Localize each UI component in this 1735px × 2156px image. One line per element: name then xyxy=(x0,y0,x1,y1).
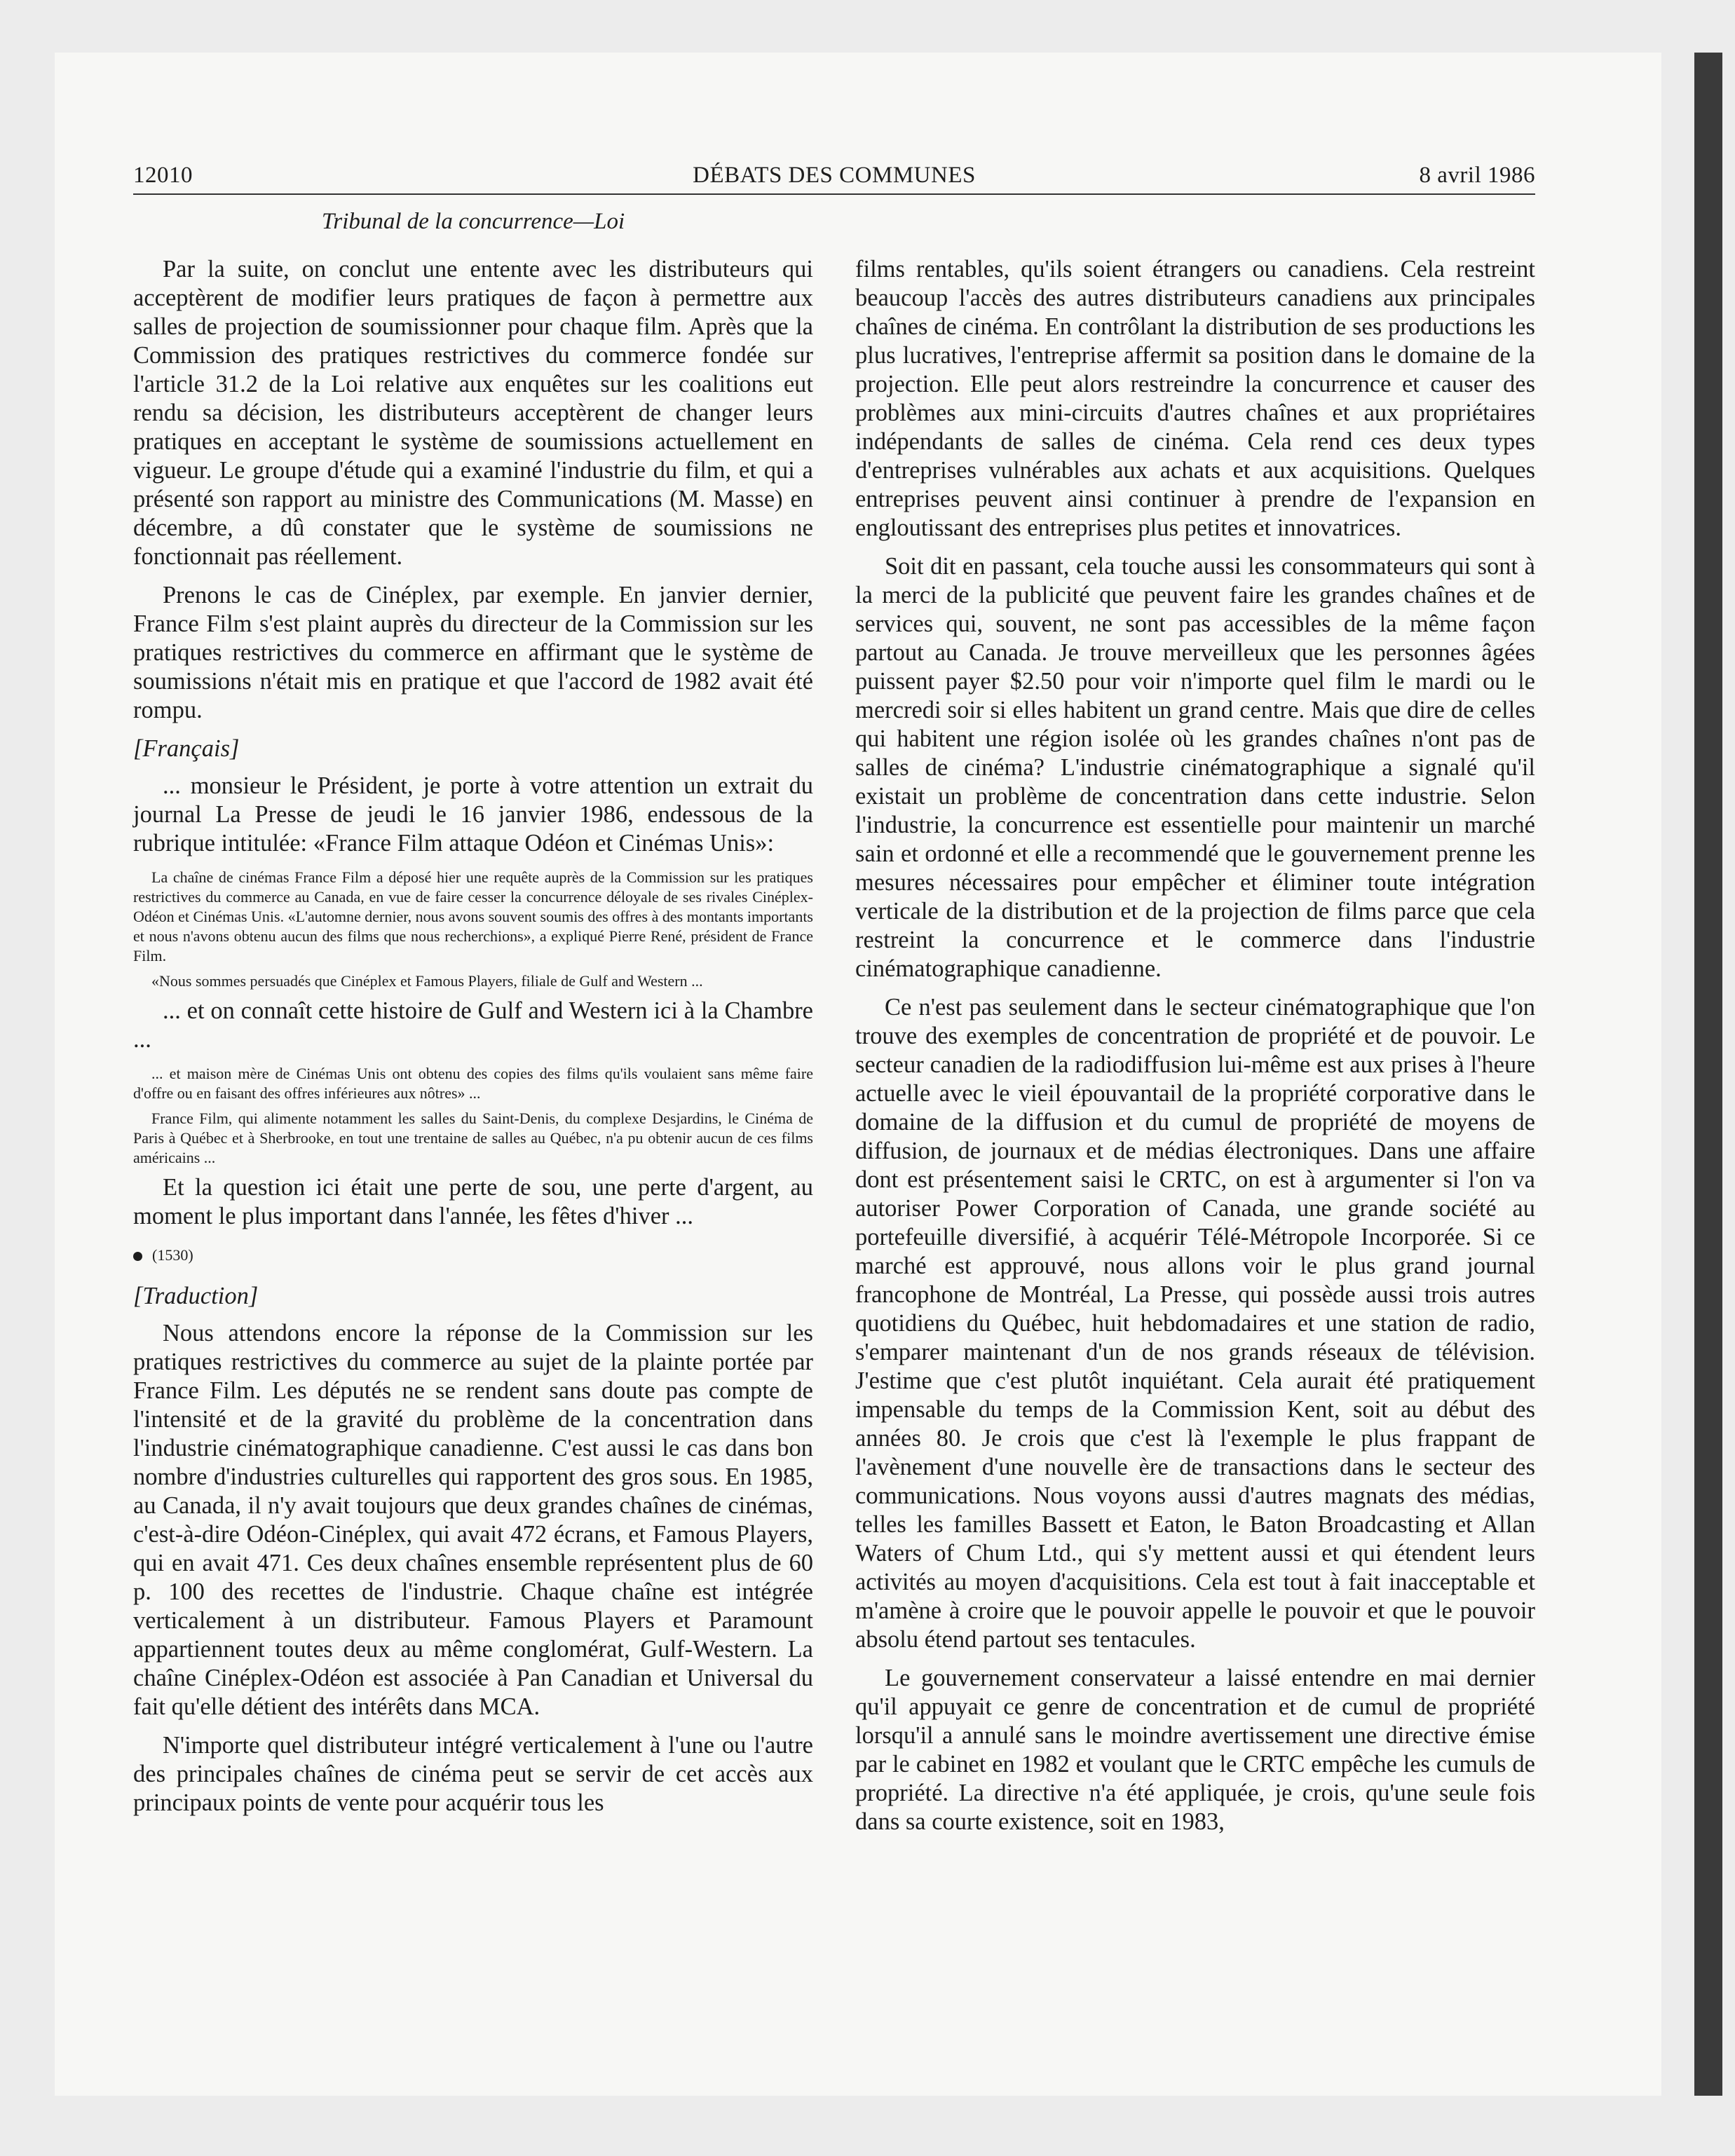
bullet-icon xyxy=(133,1252,142,1261)
scan-edge-bar xyxy=(1694,53,1722,2096)
language-tag: [Traduction] xyxy=(133,1283,259,1309)
paragraph: Et la question ici était une perte de sou, une perte d'argent, au moment le plus important dans l'année, les fêtes d'hiver ... xyxy=(133,1174,813,1229)
left-column xyxy=(133,255,813,1827)
paragraph: Par la suite, on conclut une entente avec les distributeurs qui acceptèrent de modifier leurs pratiques de façon à permettre aux salles de projection de soumissionner pour chaque film. Après que la Commission des pratiques restrictives du commerce fondée sur l'article 31.2 de la Loi relative aux enquêtes sur les coalitions eut rendu sa décision, les distributeurs acceptèrent de changer leurs pratiques en acceptant le système de soumissions actuellement en vigueur. Le groupe d'étude qui a examiné l'industrie du film, et qui a présenté son rapport au ministre des Communications (M. Masse) en décembre, a dû constater que le système de soumissions ne fonctionnait pas réellement. xyxy=(133,256,813,570)
paragraph: Le gouvernement conservateur a laissé entendre en mai dernier qu'il appuyait ce genre de concentration et de cumul de propriété lorsqu'il a annulé sans le moindre avertissement une directive émise par le cabinet en 1982 et voulant que le CRTC empêche les cumuls de propriété. La directive n'a été appliquée, je crois, qu'une seule fois dans sa courte existence, soit en 1983, xyxy=(855,1665,1535,1835)
journal-title: DÉBATS DES COMMUNES xyxy=(693,163,976,188)
time-marker xyxy=(133,1241,813,1269)
paragraph: ... et on connaît cette histoire de Gulf and Western ici à la Chambre ... xyxy=(133,997,813,1053)
quotation: ... et maison mère de Cinémas Unis ont obtenu des copies des films qu'ils voulaient sans même faire d'offre ou en faisant des offres inférieures aux nôtres» ... xyxy=(133,1065,813,1102)
paragraph: Nous attendons encore la réponse de la Commission sur les pratiques restrictives du commerce au sujet de la plainte portée par France Film. Les députés ne se rendent sans doute pas compte de l'intensité et de la gravité du problème de la concentration dans l'industrie cinématographique canadienne. C'est aussi le cas dans bon nombre d'industries culturelles qui rapportent des gros sous. En 1985, au Canada, il n'y avait toujours que deux grandes chaînes de cinémas, c'est-à-dire Odéon-Cinéplex, qui avait 472 écrans, et Famous Players, qui en avait 471. Ces deux chaînes ensemble représentent plus de 60 p. 100 des recettes de l'industrie. Chaque chaîne est intégrée verticalement à un distributeur. Famous Players et Paramount appartiennent toutes deux au même conglomérat, Gulf-Western. La chaîne Cinéplex-Odéon est associée à Pan Canadian et Universal du fait qu'elle détient des intérêts dans MCA. xyxy=(133,1320,813,1720)
paragraph: Soit dit en passant, cela touche aussi les consommateurs qui sont à la merci de la publicité que peuvent faire les grandes chaînes et de services qui, souvent, ne sont pas accessibles de la même façon partout au Canada. Je trouve merveilleux que les personnes âgées puissent payer $2.50 pour voir n'importe quel film le mardi ou le mercredi soir si elles habitent un grand centre. Mais que dire de celles qui habitent une région isolée où les grandes chaînes n'ont pas de salles de cinéma? L'industrie cinématographique a signalé qu'il existait un problème de concentration dans cette industrie. Selon l'industrie, la concurrence est essentielle pour maintenir un marché sain et ordonné et elle a recommendé que le gouvernement prenne les mesures nécessaires pour empêcher et éliminer toute intégration verticale de la distribution et de la projection de films parce que cela restreint la concurrence et le commerce dans l'industrie cinématographique canadienne. xyxy=(855,553,1535,982)
quotation: «Nous sommes persuadés que Cinéplex et Famous Players, filiale de Gulf and Western ... xyxy=(151,972,703,990)
page-number: 12010 xyxy=(133,163,193,188)
subject-heading: Tribunal de la concurrence—Loi xyxy=(321,209,625,234)
paragraph: Ce n'est pas seulement dans le secteur cinématographique que l'on trouve des exemples de concentration de propriété et de pouvoir. Le secteur canadien de la radiodiffusion lui-même est aux prises à l'heure actuelle avec le vieil épouvantail de la propriété corporative dans le domaine de la diffusion et du cumul de propriété de moyens de diffusion, de journaux et de médias électroniques. Dans une affaire dont est présentement saisi le CRTC, on est à argumenter si l'on va autoriser Power Corporation of Canada, une grande société au portefeuille diversifié, à acquérir Télé-Métropole Incorporée. Si ce marché est approuvé, nous allons voir le plus grand journal francophone de Montréal, La Presse, qui possède aussi trois autres quotidiens du Québec, huit hebdomadaires et une station de radio, s'emparer maintenant d'un de nos grands réseaux de télévision. J'estime que c'est plutôt inquiétant. Cela aurait été pratiquement impensable du temps de la Commission Kent, soit au début des années 80. Je crois que c'est là l'exemple le plus frappant de l'avènement d'une nouvelle ère de transactions dans le secteur des communications. Nous voyons aussi d'autres magnats des médias, telles les familles Bassett et Eaton, le Baton Broadcasting et Allan Waters of Chum Ltd., qui s'y mettent aussi et qui étendent leurs activités au moyen d'acquisitions. Cela est tout à fait inacceptable et m'amène à croire que le pouvoir appelle le pouvoir et que le pouvoir absolu étend partout ses tentacules. xyxy=(855,994,1535,1653)
language-tag: [Français] xyxy=(133,735,240,762)
time-marker-text: (1530) xyxy=(152,1246,193,1264)
header-rule xyxy=(133,193,1535,195)
quotation: La chaîne de cinémas France Film a déposé hier une requête auprès de la Commission sur les pratiques restrictives du commerce au Canada, en vue de faire cesser la concurrence déloyale de ses rivales Cinéplex-Odéon et Cinémas Unis. «L'automne dernier, nous avons souvent soumis des offres à des montants importants et nous n'avons obtenu aucun des films que nous recherchions», a expliqué Pierre René, président de France Film. xyxy=(133,868,813,964)
paragraph: ... monsieur le Président, je porte à votre attention un extrait du journal La Presse de jeudi le 16 janvier 1986, endessous de la rubrique intitulée: «France Film attaque Odéon et Cinémas Unis»: xyxy=(133,772,813,857)
right-column xyxy=(855,255,1535,1846)
quotation: France Film, qui alimente notamment les salles du Saint-Denis, du complexe Desjardins, le Cinéma de Paris à Québec et à Sherbrooke, en tout une trentaine de salles au Québec, n'a pu obtenir aucun de ces films américains ... xyxy=(133,1110,813,1166)
paragraph-continued: films rentables, qu'ils soient étrangers ou canadiens. Cela restreint beaucoup l'accès des autres distributeurs canadiens aux principales chaînes de cinéma. En contrôlant la distribution de ses productions les plus lucratives, l'entreprise affermit sa position dans le domaine de la projection. Elle peut alors restreindre la concurrence et causer des problèmes aux mini-circuits d'autres chaînes et aux propriétaires indépendants de salles de cinéma. Cela rend ces deux types d'entreprises vulnérables aux achats et aux acquisitions. Quelques entreprises peuvent ainsi continuer à prendre de l'expansion en engloutissant des entreprises plus petites et innovatrices. xyxy=(855,256,1535,541)
paragraph: N'importe quel distributeur intégré verticalement à l'une ou l'autre des principales chaînes de cinéma peut se servir de cet accès aux principaux points de vente pour acquérir tous les xyxy=(133,1732,813,1816)
issue-date: 8 avril 1986 xyxy=(1419,163,1535,188)
paragraph: Prenons le cas de Cinéplex, par exemple. En janvier dernier, France Film s'est plaint auprès du directeur de la Commission sur les pratiques restrictives du commerce en affirmant que le système de soumissions n'était mis en pratique et que l'accord de 1982 avait été rompu. xyxy=(133,582,813,723)
